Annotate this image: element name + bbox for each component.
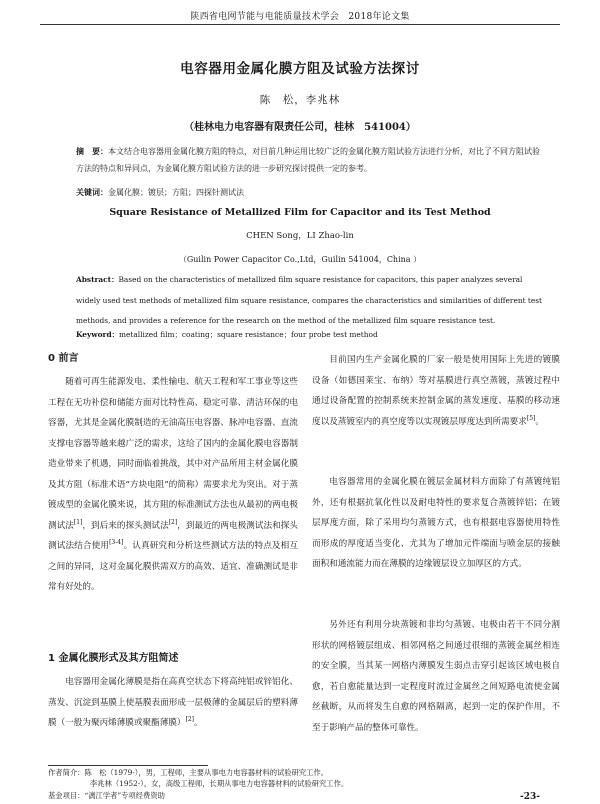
citation-5: [5]	[526, 414, 536, 422]
sec1-text-b: 。	[194, 718, 203, 728]
right-paragraph-1	[312, 350, 560, 432]
r1-text-a: 目前国内生产金属化膜的厂家一般是使用国际上先进的镀膜设备（如德国莱宝、布纳）等对基膜进行真空蒸镀，蒸镀过程中通过设备配置的控制系统来控制金属的蒸发速度、基膜的移动速度以及蒸镀室内的真空度等以实现镀层厚度达到所需要求	[312, 355, 560, 427]
section-0-heading: 0 前言	[48, 353, 79, 364]
keywords-cn	[76, 187, 546, 198]
footnote-rule	[48, 765, 208, 766]
affiliation-en: （Guilin Power Capacitor Co.,Ltd，Guilin 541004，China ）	[178, 255, 422, 264]
sec0-text-c: ，到最近的两电极测试法和探头测试法结合使用	[48, 520, 298, 551]
citation-1: [1]	[73, 518, 83, 526]
keywords-cn-text: 金属化膜；镀层；方阻；四探针测试法	[108, 188, 244, 197]
keywords-cn-label: 关键词：	[76, 187, 108, 197]
sec0-text-d: 。认真研究和分析这些测试方法的特点及相互之间的异同，这对金属化膜供需双方的高效、适宜、准确测试是非常有好处的。	[48, 541, 298, 592]
title-en: Square Resistance of Metallized Film for Capacitor and its Test Method	[109, 207, 491, 218]
abstract-cn	[76, 143, 546, 177]
r1-text-b: 。	[535, 416, 544, 427]
header-rule	[40, 24, 560, 25]
sec0-text-b: ，到后来的探头测试法	[82, 520, 169, 531]
section-1-paragraph	[48, 672, 298, 734]
right-paragraph-2: 电容器常用的金属化膜在镀层金属材料方面除了有蒸镀纯铝外，还有根据抗氧化性以及耐电特性的要求复合蒸镀锌铝；在镀层厚度方面，除了采用均匀蒸镀方式，也有根据电容器使用特性而形成的厚度适当变化、尤其为了增加元件端面与喷金层的接触面积和通流能力而在薄膜的边缘镀层设立加厚区的方式。	[312, 477, 560, 569]
running-header: 陕西省电网节能与电能质量技术学会 2018年论文集	[190, 12, 410, 22]
page-number: -23-	[520, 792, 540, 802]
authors-en: CHEN Song，LI Zhao-lin	[246, 231, 354, 241]
abstract-cn-text: 本文结合电容器用金属化膜方阻的特点，对目前几种运用比较广泛的金属化膜方阻试验方法进行分析，对比了不同方阻试验方法的特点和异同点，为金属化膜方阻试验方法的进一步研究探讨提供一定的参考。	[76, 147, 540, 173]
section-1-heading: 1 金属化膜形式及其方阻简述	[48, 653, 179, 664]
citation-2b: [2]	[185, 716, 195, 724]
footnote-author-1: 作者简介：陈 松（1979-），男，工程师，主要从事电力电容器材料的试验研究工作。	[48, 768, 329, 777]
sec1-text-a: 电容器用金属化薄膜是指在高真空状态下将高纯铝或锌铝化、蒸发、沉淀到基膜上使基膜表面形成一层极薄的金属层后的塑料薄膜（一般为聚丙烯薄膜或聚酯薄膜）	[48, 677, 298, 728]
right-paragraph-3: 另外还有利用分块蒸镀和非均匀蒸镀、电极由若干不同分割形状的网格镀层组成、相邻网格之间通过很细的蒸镀金属丝相连的安全膜，当其某一网格内薄膜发生弱点击穿引起该区域电极自愈，若自愈能量达到一定程度时流过金属丝之间短路电流使金属丝截断，从而将发生自愈的网格隔离，起到一定的保护作用，不至于影响产品的整体可靠性。	[312, 620, 560, 733]
paper-title: 电容器用金属化膜方阻及试验方法探讨	[180, 61, 420, 77]
footnote-author-2: 李兆林（1952-），女，高级工程师，长期从事电力电容器材料的试验研究工作。	[90, 779, 349, 788]
citation-2: [2]	[168, 518, 178, 526]
abstract-en-text: Based on the characteristics of metallized film square resistance for capacitors, this paper analyzes several widely used test methods of metallized film square resistance, compares the characteristics and similarities of different test methods, and provides a reference for the research on the method of the metallized film square resistance test.	[76, 275, 543, 325]
authors: 陈 松，李兆林	[259, 94, 341, 106]
abstract-en-label: Abstract：	[76, 275, 119, 284]
abstract-cn-label: 摘 要：	[76, 146, 108, 156]
affiliation: （桂林电力电容器有限责任公司，桂林 541004）	[184, 122, 416, 133]
sec0-text-a: 随着可再生能源发电、柔性输电、航天工程和军工事业等这些工程在无功补偿和储能方面对比特性高、稳定可靠、清洁环保的电容器，尤其是金属化膜制造的无油高压电容器、脉冲电容器、直流支撑电容器等越来越广泛的需求，这给了国内的金属化膜电容器制造业带来了机遇，同时面临着挑战，其中对产品所用主材金属化膜及其方阻（标准术语“方块电阻”的简称）需要求尤为突出。对于蒸镀成型的金属化膜来说，其方阻的标准测试方法也从最初的两电极测试法	[48, 377, 298, 531]
citation-3-4: [3-4]	[109, 539, 124, 547]
keywords-en	[76, 329, 546, 340]
keywords-en-text: metallized film；coating；square resistance；four probe test method	[119, 330, 378, 339]
footnote-funding: 基金项目：“漓江学者”专项经费资助	[48, 791, 165, 800]
abstract-en	[76, 270, 546, 332]
keywords-en-label: Keyword：	[76, 330, 120, 339]
section-0-paragraph	[48, 372, 298, 598]
